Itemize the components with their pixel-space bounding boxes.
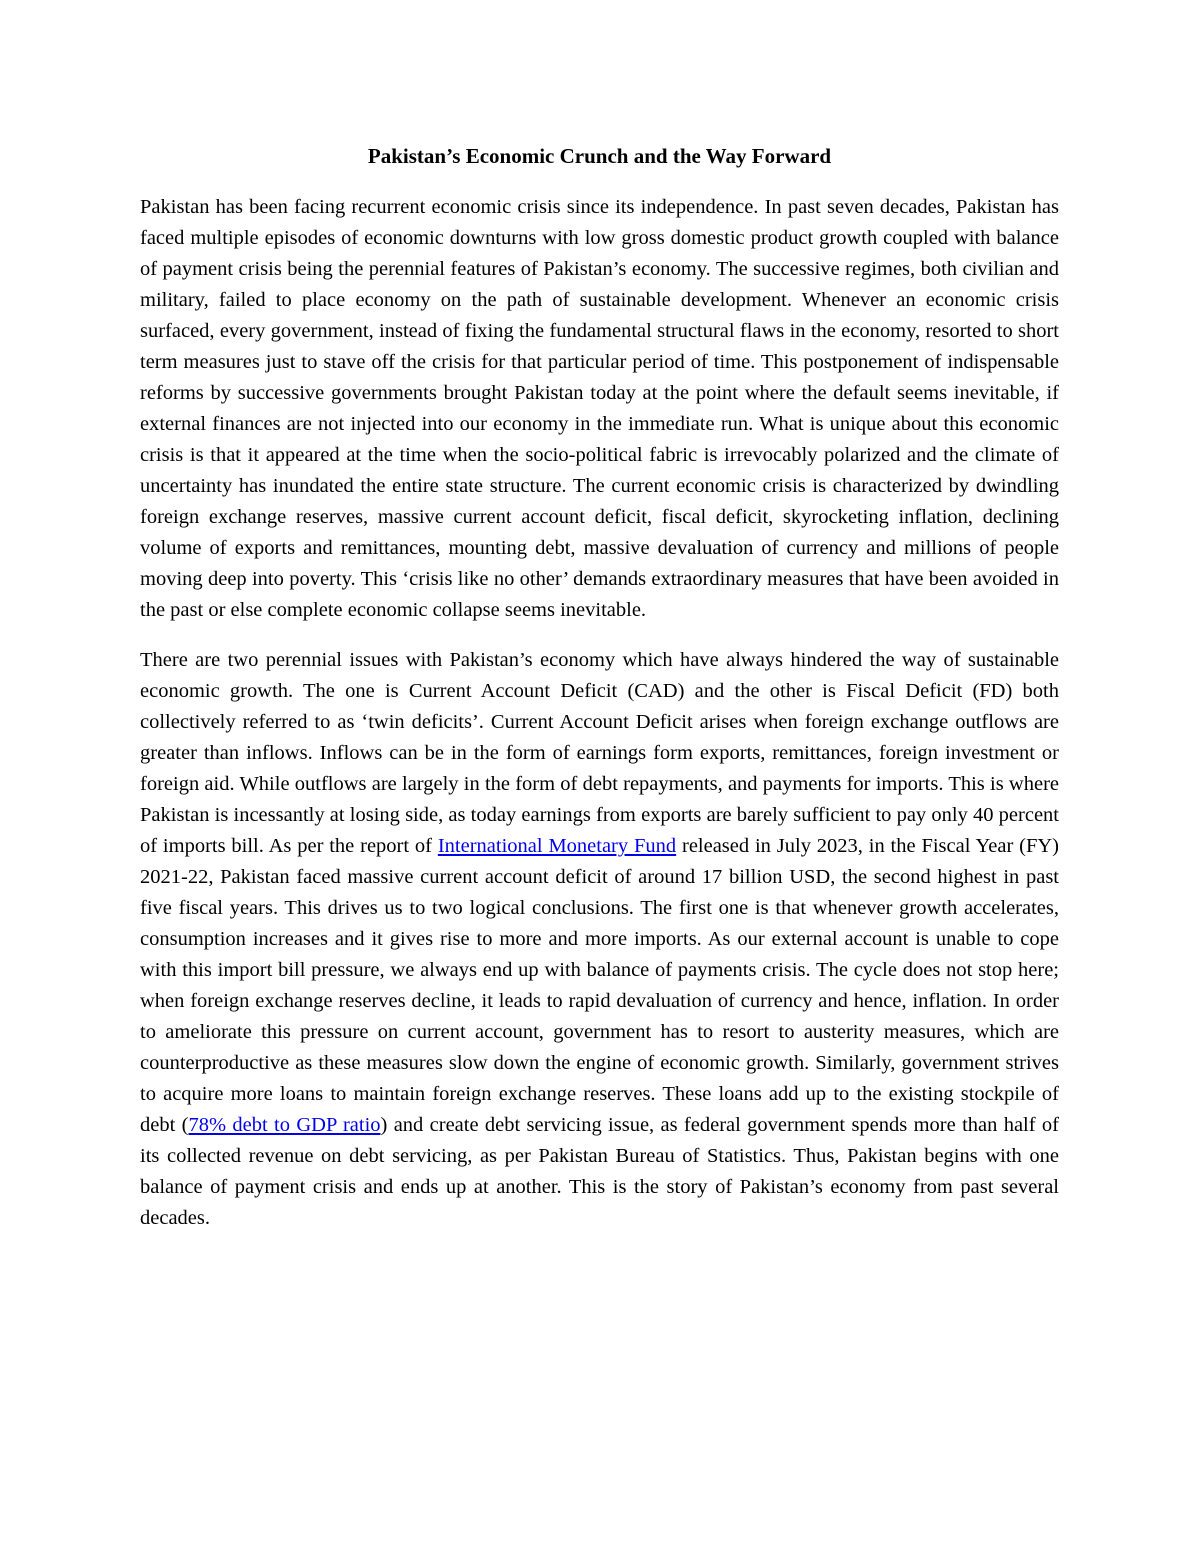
debt-to-gdp-link[interactable]: 78% debt to GDP ratio <box>188 1114 381 1136</box>
paragraph-twin-deficits <box>140 645 1059 1234</box>
paragraph-text-segment: There are two perennial issues with Pakistan’s economy which have always hindered the way of sustainable economic growth. The one is Current Account Deficit (CAD) and the other is Fiscal Deficit (FD) both collectively referred to as ‘twin deficits’. Current Account Deficit arises when foreign exchange outflows are greater than inflows. Inflows can be in the form of earnings form exports, remittances, foreign investment or foreign aid. While outflows are largely in the form of debt repayments, and payments for imports. This is where Pakistan is incessantly at losing side, as today earnings from exports are barely sufficient to pay only 40 percent of imports bill. As per the report of <box>140 649 1059 857</box>
paragraph-text-segment: released in July 2023, in the Fiscal Year (FY) 2021-22, Pakistan faced massive current account deficit of around 17 billion USD, the second highest in past five fiscal years. This drives us to two logical conclusions. The first one is that whenever growth accelerates, consumption increases and it gives rise to more and more imports. As our external account is unable to cope with this import bill pressure, we always end up with balance of payments crisis. The cycle does not stop here; when foreign exchange reserves decline, it leads to rapid devaluation of currency and hence, inflation. In order to ameliorate this pressure on current account, government has to resort to austerity measures, which are counterproductive as these measures slow down the engine of economic growth. Similarly, government strives to acquire more loans to maintain foreign exchange reserves. These loans add up to the existing stockpile of debt ( <box>140 835 1059 1136</box>
paragraph-text-segment: ) and create debt servicing issue, as federal government spends more than half of its collected revenue on debt servicing, as per Pakistan Bureau of Statistics. Thus, Pakistan begins with one balance of payment crisis and ends up at another. This is the story of Pakistan’s economy from past several decades. <box>140 1114 1060 1229</box>
document-title: Pakistan’s Economic Crunch and the Way Forward <box>367 144 832 168</box>
document-body <box>140 140 1059 1253</box>
paragraph-intro: Pakistan has been facing recurrent economic crisis since its independence. In past seven decades, Pakistan has faced multiple episodes of economic downturns with low gross domestic product growth coupled with balance of payment crisis being the perennial features of Pakistan’s economy. The successive regimes, both civilian and military, failed to place economy on the path of sustainable development. Whenever an economic crisis surfaced, every government, instead of fixing the fundamental structural flaws in the economy, resorted to short term measures just to stave off the crisis for that particular period of time. This postponement of indispensable reforms by successive governments brought Pakistan today at the point where the default seems inevitable, if external finances are not injected into our economy in the immediate run. What is unique about this economic crisis is that it appeared at the time when the socio-political fabric is irrevocably polarized and the climate of uncertainty has inundated the entire state structure. The current economic crisis is characterized by dwindling foreign exchange reserves, massive current account deficit, fiscal deficit, skyrocketing inflation, declining volume of exports and remittances, mounting debt, massive devaluation of currency and millions of people moving deep into poverty. This ‘crisis like no other’ demands extraordinary measures that have been avoided in the past or else complete economic collapse seems inevitable. <box>140 196 1059 621</box>
imf-report-link[interactable]: International Monetary Fund <box>437 835 677 857</box>
